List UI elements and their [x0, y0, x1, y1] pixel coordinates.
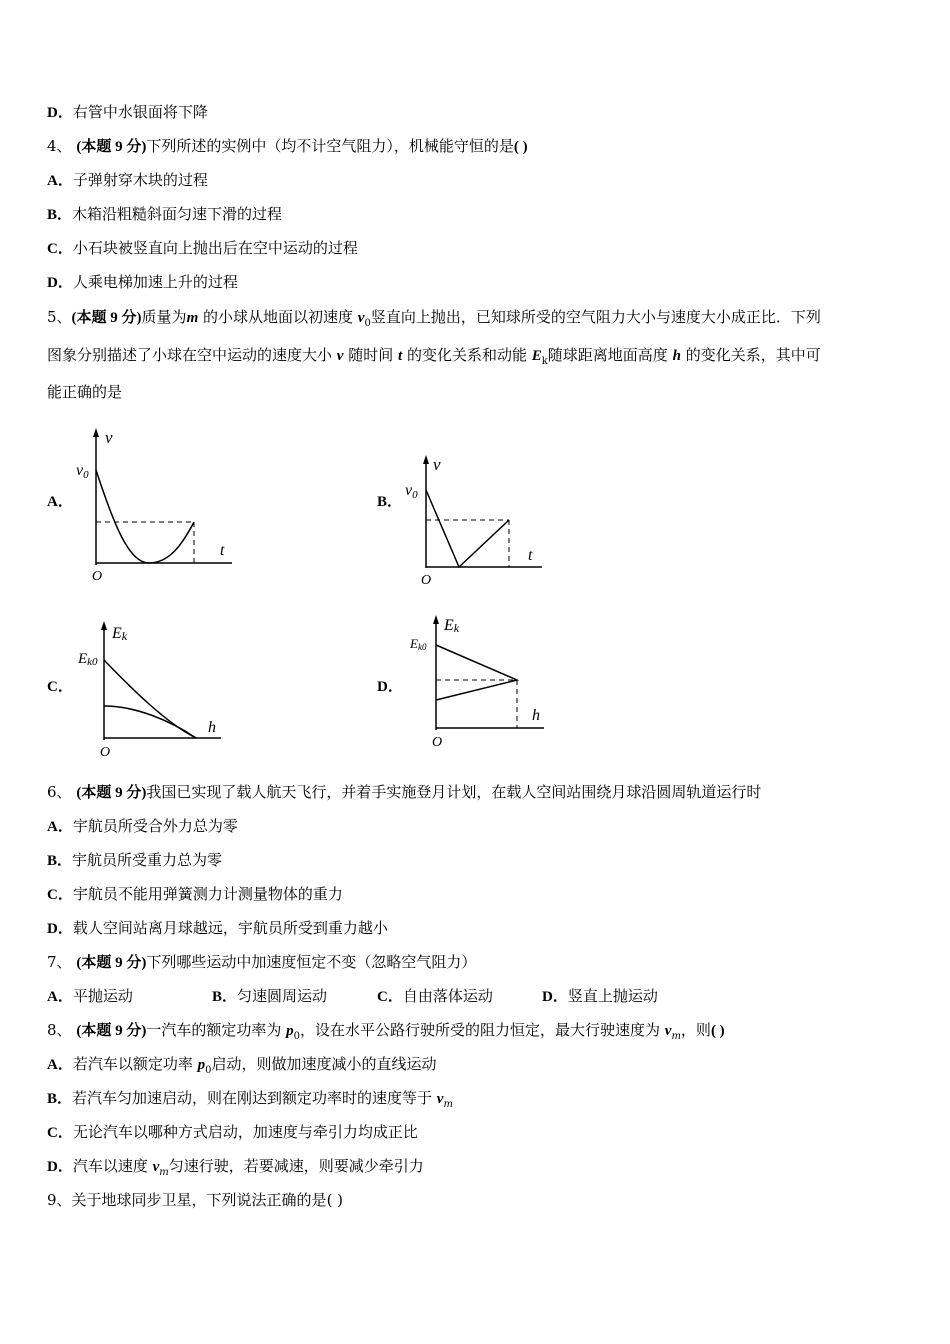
q7-option-a: A．平抛运动: [47, 987, 133, 1005]
graph-b-origin: O: [421, 573, 432, 587]
graph-b-x-label: t: [528, 547, 533, 564]
graph-d-x-label: h: [532, 707, 540, 724]
q4-option-d: D．人乘电梯加速上升的过程: [47, 273, 238, 291]
q8-option-b: B．若汽车匀加速启动，则在刚达到额定功率时的速度等于 $v_m$: [47, 1089, 453, 1110]
graph-d: [404, 612, 552, 752]
q7-option-b: B．匀速圆周运动: [212, 987, 328, 1005]
graph-c-label: C．: [47, 679, 73, 695]
graph-c-curve-upper: [104, 660, 196, 738]
graph-c-y-arrow: [101, 621, 107, 630]
graph-a-y-label: v: [105, 428, 113, 447]
q8-option-a: A．若汽车以额定功率 $p_0$启动，则做加速度减小的直线运动: [47, 1055, 437, 1076]
graph-c-ek0: Ek0: [78, 651, 98, 668]
graph-c-x-label: h: [208, 719, 216, 736]
q6-option-c: C．宇航员不能用弹簧测力计测量物体的重力: [47, 885, 343, 903]
q6-option-a: A．宇航员所受合外力总为零: [47, 817, 238, 835]
graph-b-lines: [426, 490, 509, 567]
q8-stem: 8、 (本题 9 分)一汽车的额定功率为 $p_0$，设在水平公路行驶所受的阻力恒定，最大行驶速度为 $v_m$，则( ): [47, 1021, 725, 1042]
q4-option-a: A．子弹射穿木块的过程: [47, 171, 208, 189]
q6-stem: 6、 (本题 9 分)我国已实现了载人航天飞行，并着手实施登月计划，在载人空间站围绕月球沿圆周轨道运行时: [47, 783, 762, 801]
graph-c-origin: O: [100, 745, 111, 760]
q8-option-c: C．无论汽车以哪种方式启动，加速度与牵引力均成正比: [47, 1123, 418, 1141]
graph-d-ek0: Ek0: [410, 636, 427, 652]
q7-options: [47, 986, 658, 1007]
graph-b-y-label: v: [433, 455, 441, 474]
q3-option-d: D．右管中水银面将下降: [47, 103, 208, 121]
q5-stem-line3: 能正确的是: [47, 383, 123, 401]
graph-c-curve-lower: [104, 706, 196, 738]
q5-stem-line2: 图象分别描述了小球在空中运动的速度大小 v 随时间 t 的变化关系和动能 $E_k$随球距离地面高度 h 的变化关系，其中可: [47, 346, 821, 367]
graph-c-y-label: Ek: [112, 625, 128, 643]
q4-stem: 4、 (本题 9 分)下列所述的实例中（均不计空气阻力），机械能守恒的是( ): [47, 137, 528, 155]
q4-option-c: C．小石块被竖直向上抛出后在空中运动的过程: [47, 239, 358, 257]
q6-option-b: B．宇航员所受重力总为零: [47, 851, 223, 869]
q6-option-d: D．载人空间站离月球越远，宇航员所受到重力越小: [47, 919, 388, 937]
graph-a-label: A．: [47, 494, 73, 510]
graph-a-x-label: t: [220, 542, 225, 559]
graph-b-v0: v0: [405, 482, 418, 501]
graph-a: [74, 425, 239, 585]
graph-d-y-label: Ek: [444, 617, 460, 635]
graph-a-curve: [96, 470, 194, 563]
graph-a-origin: O: [92, 569, 103, 584]
q7-stem: 7、 (本题 9 分)下列哪些运动中加速度恒定不变（忽略空气阻力）: [47, 953, 477, 971]
q7-option-c: C．自由落体运动: [377, 987, 493, 1005]
q7-option-d: D．竖直上抛运动: [542, 987, 658, 1005]
graph-d-y-arrow: [433, 615, 439, 624]
graph-b-y-arrow: [423, 455, 429, 464]
graph-d-lines: [436, 645, 517, 700]
q9-stem: 9、关于地球同步卫星，下列说法正确的是( ): [47, 1191, 344, 1209]
graph-a-y-arrow: [93, 428, 99, 437]
graph-d-origin: O: [432, 735, 443, 750]
graph-a-v0: v0: [76, 462, 89, 481]
graph-c: [76, 618, 226, 763]
graph-b-label: B．: [377, 494, 403, 510]
q4-option-b: B．木箱沿粗糙斜面匀速下滑的过程: [47, 205, 283, 223]
graph-b: [402, 452, 550, 587]
q8-option-d: D．汽车以速度 $v_m$匀速行驶，若要减速，则要减少牵引力: [47, 1157, 424, 1178]
q5-stem-line1: 5、(本题 9 分)质量为m 的小球从地面以初速度 $v_0$竖直向上抛出，已知球所受的空气阻力大小与速度大小成正比．下列: [47, 308, 821, 329]
graph-d-label: D．: [377, 679, 403, 695]
